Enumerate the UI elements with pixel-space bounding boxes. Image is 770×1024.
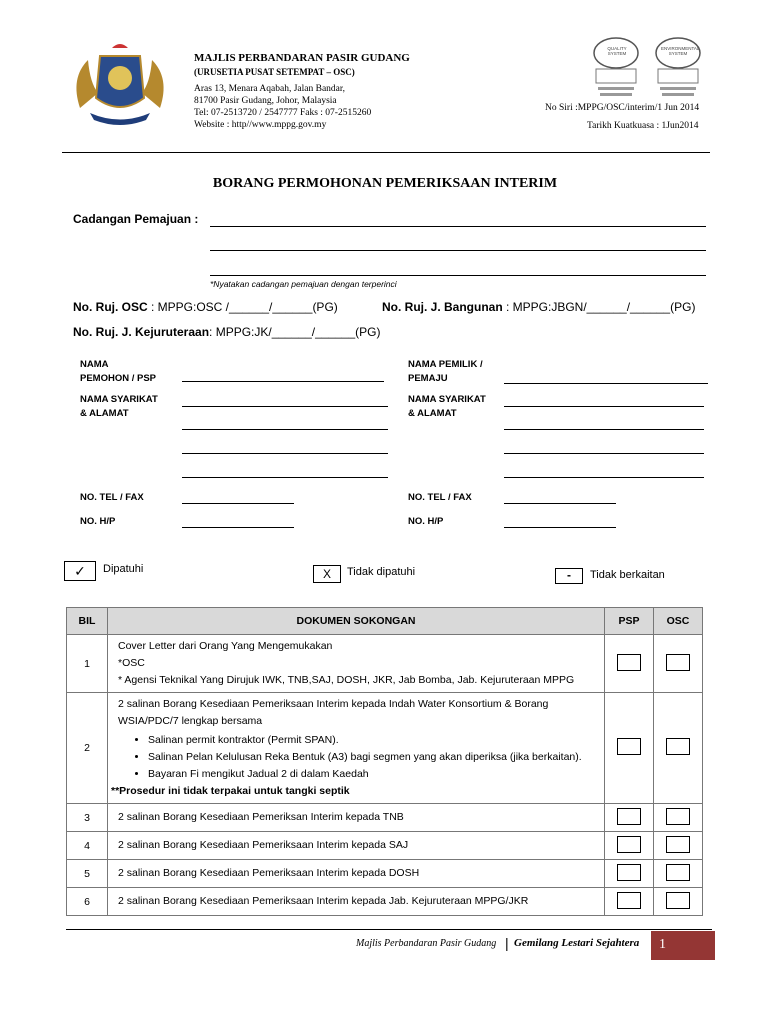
osc-checkbox[interactable]: [666, 892, 690, 909]
syarikat-psp-line-2[interactable]: [182, 429, 388, 430]
osc-checkbox-cell: [654, 832, 703, 860]
osc-checkbox-cell: [654, 888, 703, 916]
table-header-row: [67, 608, 703, 635]
psp-checkbox[interactable]: [617, 738, 641, 755]
row-bil: 6: [67, 888, 108, 916]
osc-checkbox[interactable]: [666, 738, 690, 755]
psp-checkbox-cell: [605, 860, 654, 888]
header-osc: OSC: [654, 608, 703, 635]
tel-fax-pemaju-input[interactable]: [504, 503, 616, 504]
psp-checkbox-cell: [605, 832, 654, 860]
contact-tel: Tel: 07-2513720 / 2547777 Faks : 07-2515260: [194, 108, 372, 118]
quality-system-badge: [590, 35, 642, 105]
environmental-system-badge: [652, 35, 704, 105]
row-description: 2 salinan Borang Kesediaan Pemeriksan Interim kepada TNB: [108, 804, 605, 832]
quality-badge-text: QUALITY SYSTEM: [607, 46, 627, 56]
no-siri: No Siri :MPPG/OSC/interim/1 Jun 2014: [545, 103, 700, 113]
table-row: [67, 635, 703, 693]
syarikat-alamat-label-pemaju: NAMA SYARIKAT & ALAMAT: [408, 394, 486, 419]
cadangan-label: Cadangan Pemajuan :: [73, 212, 199, 226]
syarikat-psp-line-4[interactable]: [182, 477, 388, 478]
row-description: Cover Letter dari Orang Yang Mengemukakan *OSC * Agensi Teknikal Yang Dirujuk IWK, TNB,SAJ, DOSH, JKR, Jab Bomba, Jab. Kejuruteraan MPPG: [108, 635, 605, 693]
page-number: 1: [659, 937, 666, 952]
footer-divider: [66, 929, 712, 930]
ruj-bangunan-label: No. Ruj. J. Bangunan: [382, 300, 503, 314]
psp-checkbox[interactable]: [617, 892, 641, 909]
osc-checkbox-cell: [654, 804, 703, 832]
page-number-box: [651, 931, 715, 960]
documents-table: [66, 607, 703, 916]
ruj-kejuruteraan: [73, 325, 380, 339]
tarikh-kuatkuasa: Tarikh Kuatkuasa : 1Jun2014: [587, 121, 699, 131]
osc-checkbox-cell: [654, 860, 703, 888]
hp-label-pemaju: NO. H/P: [408, 516, 444, 527]
psp-checkbox[interactable]: [617, 808, 641, 825]
osc-checkbox[interactable]: [666, 864, 690, 881]
syarikat-alamat-label-psp: NAMA SYARIKAT & ALAMAT: [80, 394, 158, 419]
cadangan-input-line-1[interactable]: [210, 226, 706, 227]
municipal-crest-logo: [60, 38, 180, 128]
syarikat-psp-line-1[interactable]: [182, 406, 388, 407]
row-bil: 3: [67, 804, 108, 832]
tel-fax-label-pemaju: NO. TEL / FAX: [408, 492, 472, 503]
ruj-kejuruteraan-label: No. Ruj. J. Kejuruteraan: [73, 325, 210, 339]
osc-checkbox[interactable]: [666, 654, 690, 671]
header-psp: PSP: [605, 608, 654, 635]
footer-slogan: Gemilang Lestari Sejahtera: [514, 937, 640, 949]
syarikat-pemaju-line-4[interactable]: [504, 477, 704, 478]
ruj-kejuruteraan-value[interactable]: : MPPG:JK/______/______(PG): [209, 325, 381, 339]
table-row: [67, 693, 703, 804]
ruj-osc-value[interactable]: : MPPG:OSC /______/______(PG): [147, 300, 338, 314]
table-row: [67, 860, 703, 888]
tel-fax-label-psp: NO. TEL / FAX: [80, 492, 144, 503]
row-bil: 2: [67, 693, 108, 804]
syarikat-psp-line-3[interactable]: [182, 453, 388, 454]
row-bil: 4: [67, 832, 108, 860]
hp-pemaju-input[interactable]: [504, 527, 616, 528]
osc-checkbox[interactable]: [666, 808, 690, 825]
nama-pemohon-label: NAMA PEMOHON / PSP: [80, 359, 157, 384]
nama-pemilik-input[interactable]: [504, 383, 708, 384]
psp-checkbox[interactable]: [617, 864, 641, 881]
syarikat-pemaju-line-3[interactable]: [504, 453, 704, 454]
cadangan-input-line-2[interactable]: [210, 250, 706, 251]
ruj-bangunan: [382, 300, 695, 314]
tel-fax-psp-input[interactable]: [182, 503, 294, 504]
form-title: BORANG PERMOHONAN PEMERIKSAAN INTERIM: [212, 176, 558, 191]
ruj-osc-label: No. Ruj. OSC: [73, 300, 148, 314]
cadangan-input-line-3[interactable]: [210, 275, 706, 276]
x-mark-icon: X: [313, 565, 341, 583]
cadangan-note: *Nyatakan cadangan pemajuan dengan terperinci: [210, 279, 397, 289]
hp-label-psp: NO. H/P: [80, 516, 116, 527]
table-row: [67, 804, 703, 832]
ruj-osc: [73, 300, 338, 314]
nama-pemohon-input[interactable]: [182, 381, 384, 382]
ruj-bangunan-value[interactable]: : MPPG:JBGN/______/______(PG): [502, 300, 696, 314]
environmental-badge-text: ENVIRONMENTAL SYSTEM: [661, 46, 700, 56]
legend-dipatuhi: Dipatuhi: [103, 563, 144, 575]
psp-checkbox[interactable]: [617, 654, 641, 671]
syarikat-pemaju-line-2[interactable]: [504, 429, 704, 430]
legend-tidak-berkaitan: Tidak berkaitan: [590, 569, 665, 581]
address-line-1: Aras 13, Menara Aqabah, Jalan Bandar,: [194, 84, 346, 94]
website[interactable]: Website : http//www.mppg.gov.my: [194, 120, 327, 130]
row-bil: 1: [67, 635, 108, 693]
header-bil: BIL: [67, 608, 108, 635]
org-name: MAJLIS PERBANDARAN PASIR GUDANG: [194, 52, 410, 64]
header-divider: [62, 152, 710, 153]
footer-separator: |: [505, 935, 509, 951]
dash-icon: -: [555, 568, 583, 584]
row-description: 2 salinan Borang Kesediaan Pemeriksaan Interim kepada Jab. Kejuruteraan MPPG/JKR: [108, 888, 605, 916]
row-description: 2 salinan Borang Kesediaan Pemeriksaan Interim kepada SAJ: [108, 832, 605, 860]
table-row: [67, 832, 703, 860]
hp-psp-input[interactable]: [182, 527, 294, 528]
address-line-2: 81700 Pasir Gudang, Johor, Malaysia: [194, 96, 337, 106]
table-row: [67, 888, 703, 916]
psp-checkbox-cell: [605, 635, 654, 693]
nama-pemilik-label: NAMA PEMILIK / PEMAJU: [408, 359, 483, 384]
osc-checkbox-cell: [654, 635, 703, 693]
psp-checkbox-cell: [605, 693, 654, 804]
legend-tidak-dipatuhi: Tidak dipatuhi: [347, 566, 416, 578]
psp-checkbox-cell: [605, 804, 654, 832]
row-bil: 5: [67, 860, 108, 888]
osc-checkbox[interactable]: [666, 836, 690, 853]
syarikat-pemaju-line-1[interactable]: [504, 406, 704, 407]
org-subtitle: (URUSETIA PUSAT SETEMPAT – OSC): [194, 67, 355, 77]
psp-checkbox-cell: [605, 888, 654, 916]
osc-checkbox-cell: [654, 693, 703, 804]
row-description: 2 salinan Borang Kesediaan Pemeriksaan Interim kepada DOSH: [108, 860, 605, 888]
footer-org: Majlis Perbandaran Pasir Gudang: [356, 938, 497, 949]
row-description: 2 salinan Borang Kesediaan Pemeriksaan Interim kepada Indah Water Konsortium & Borang WSIA/PDC/7 lengkap bersama • Salinan permit kontraktor (Permit SPAN). • Salinan Pelan Kelulusan Reka Bentuk (A3) bagi segmen yang akan diperiksa (jika berkaitan). • Bayaran Fi mengikut Jadual 2 di dalam Kaedah **Prosedur ini tidak terpakai untuk tangki septik: [108, 693, 605, 804]
psp-checkbox[interactable]: [617, 836, 641, 853]
header-dokumen: DOKUMEN SOKONGAN: [108, 608, 605, 635]
check-icon: ✓: [64, 561, 96, 581]
